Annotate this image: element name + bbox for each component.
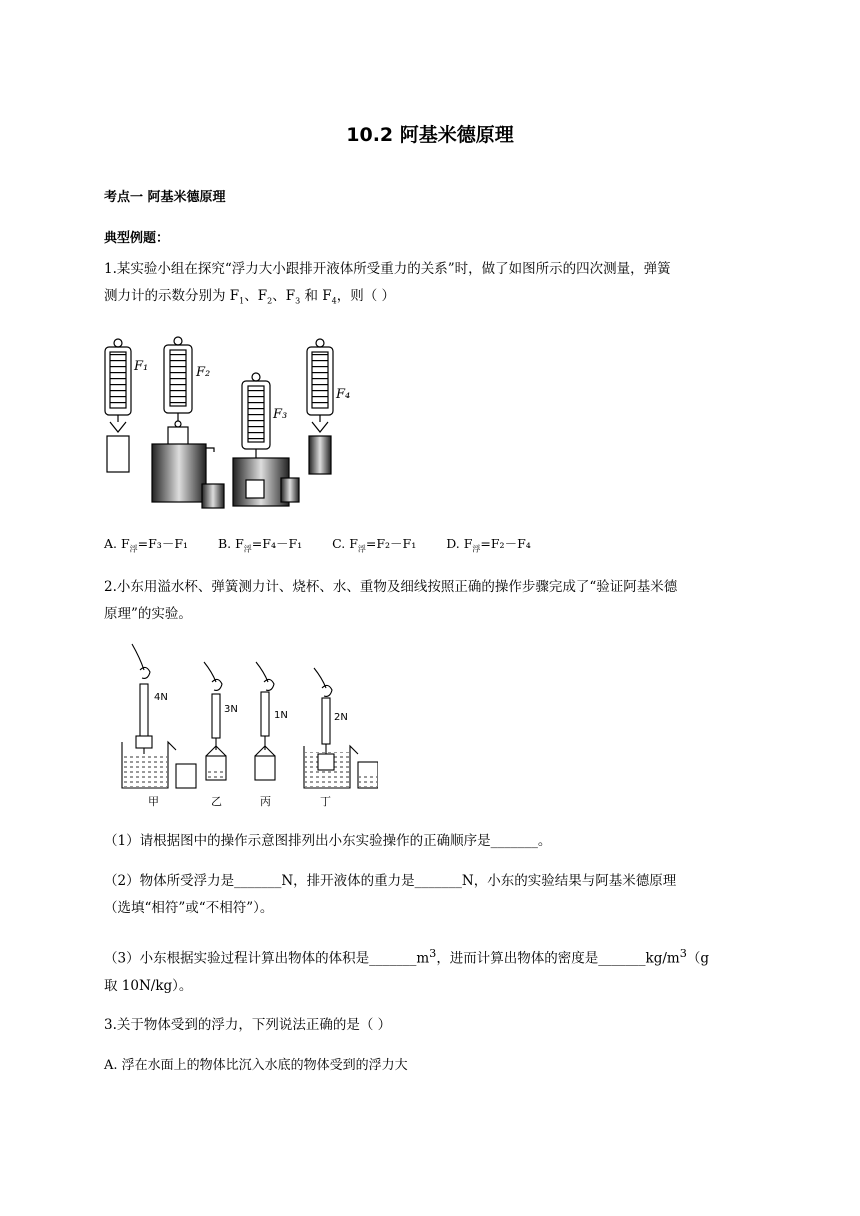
spring-scale-1 [105,339,131,472]
question-2-sub-2: （2）物体所受浮力是_______N，排开液体的重力是_______N，小东的实验结果与阿基米德原理 （选填“相符”或“不相符”）。 [104,873,677,916]
fig-label-f1: F₁ [134,359,149,374]
question-3-option-a[interactable]: A. 浮在水面上的物体比沉入水底的物体受到的浮力大 [104,1058,408,1073]
reading-yi: 3N [224,704,238,715]
reading-ding: 2N [334,712,348,723]
option-b[interactable]: B. $F_浮=F_4-F_1$ [217,536,303,554]
fig-label-f3: F₃ [273,407,288,422]
page-title: 10.2 阿基米德原理 [346,124,514,146]
question-1 [104,256,764,315]
label-jia: 甲 [148,795,159,808]
section-heading: 考点一 阿基米德原理 [104,190,226,205]
label-ding: 丁 [320,795,331,808]
question-1-figure [100,336,370,516]
option-a[interactable]: A. $F_浮=F_3-F_1$ [104,536,188,554]
question-2-sub-1: （1）请根据图中的操作示意图排列出小东实验操作的正确顺序是_______。 [104,833,552,849]
fig-label-f4: F₄ [336,387,351,402]
option-d[interactable]: D. $F_浮=F_2-F_4$ [446,536,531,554]
question-2-sub-3: （3）小东根据实验过程计算出物体的体积是$\_\_\_\_\_\_\_m^3$，进而计算出物体的密度是$\_\_\_\_\_\_\_kg/m^3(g$ 取 10N/kg）。 [104,947,710,994]
label-bing: 丙 [260,795,271,808]
question-2-figure [118,640,378,812]
step-jia [122,644,196,788]
examples-heading: 典型例题： [104,231,170,246]
question-2-line-2: 原理”的实验。 [104,606,192,622]
question-1-line-2: 测力计的示数分别为 $F_1$、$F_2$、$F_3$ 和 $F_4$，则（ ） [104,288,396,306]
question-3: 3.关于物体受到的浮力，下列说法正确的是（ ） [104,1017,392,1033]
spring-scale-4 [307,339,333,474]
reading-bing: 1N [274,710,288,721]
question-2 [104,574,764,628]
fig-label-f2: F₂ [196,365,211,380]
reading-jia: 4N [154,692,168,703]
question-2-line-1: 2.小东用溢水杯、弹簧测力计、烧杯、水、重物及细线按照正确的操作步骤完成了“验证阿基米德 [104,579,678,595]
step-yi [204,662,226,780]
question-1-line-1: 1.某实验小组在探究“浮力大小跟排开液体所受重力的关系”时，做了如图所示的四次测量，弹簧 [104,261,671,277]
spring-scale-3 [233,373,299,506]
question-1-options [104,534,557,555]
label-yi: 乙 [211,795,222,808]
spring-scale-2 [152,337,224,508]
step-ding [304,668,378,788]
option-c[interactable]: C. $F_浮=F_2-F_1$ [332,536,417,554]
step-bing [255,662,275,780]
